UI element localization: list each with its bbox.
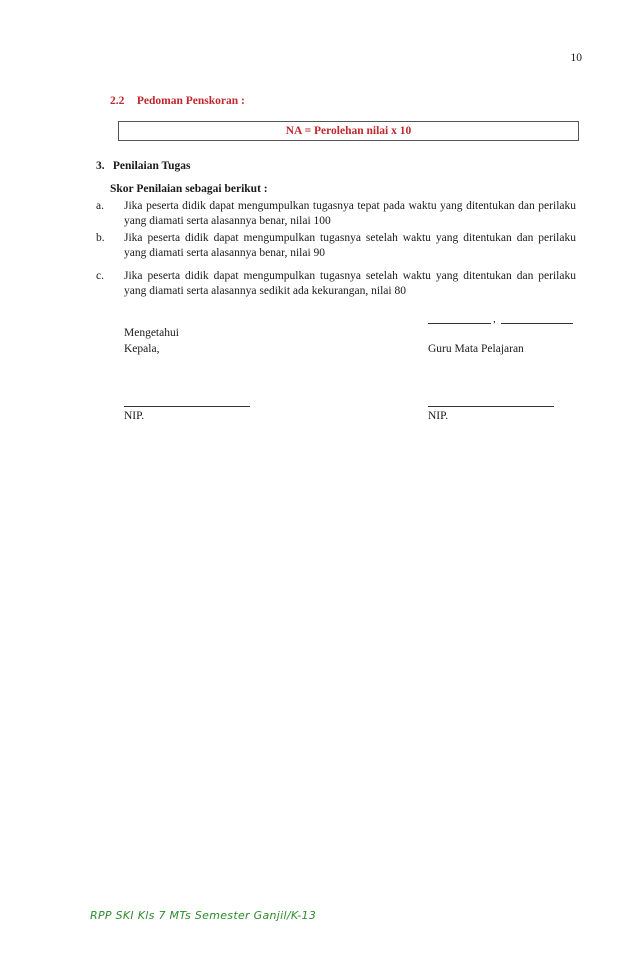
task-subheading: Skor Penilaian sebagai berikut : [110, 183, 268, 195]
list-item-text: Jika peserta didik dapat mengumpulkan tugasnya setelah waktu yang ditentukan dan perilaku yang diamati serta alasannya benar, nilai 90 [124, 232, 576, 259]
list-item-letter: c. [96, 270, 104, 282]
section-heading [110, 95, 245, 107]
list-item [96, 199, 576, 229]
acknowledged-label: Mengetahui [124, 327, 179, 339]
teacher-label: Guru Mata Pelajaran [428, 343, 524, 355]
task-title: Penilaian Tugas [112, 160, 191, 172]
list-item-letter: b. [96, 232, 105, 244]
list-item-text: Jika peserta didik dapat mengumpulkan tugasnya setelah waktu yang ditentukan dan perilaku yang diamati serta alasannya sedikit ada kekurangan, nilai 80 [124, 270, 576, 297]
date-place-line [428, 323, 491, 324]
section-number: 2.2 [110, 95, 125, 107]
list-item-letter: a. [96, 200, 104, 212]
list-item-text: Jika peserta didik dapat mengumpulkan tugasnya tepat pada waktu yang ditentukan dan perilaku yang diamati serta alasannya benar, nilai 100 [124, 200, 576, 227]
list-item [96, 231, 576, 261]
section-title: Pedoman Penskoran : [136, 95, 245, 107]
principal-signature-line [124, 406, 250, 407]
principal-label: Kepala, [124, 343, 160, 355]
formula-box: NA = Perolehan nilai x 10 [118, 121, 579, 141]
date-day-line [501, 323, 573, 324]
page-number: 10 [570, 52, 582, 64]
teacher-nip: NIP. [428, 410, 449, 422]
date-separator: , [493, 313, 496, 325]
task-heading [96, 160, 191, 172]
teacher-signature-line [428, 406, 554, 407]
footer-text: RPP SKI Kls 7 MTs Semester Ganjil/K-13 [90, 909, 317, 922]
list-item [96, 269, 576, 299]
task-number: 3. [96, 160, 105, 172]
principal-nip: NIP. [124, 410, 145, 422]
